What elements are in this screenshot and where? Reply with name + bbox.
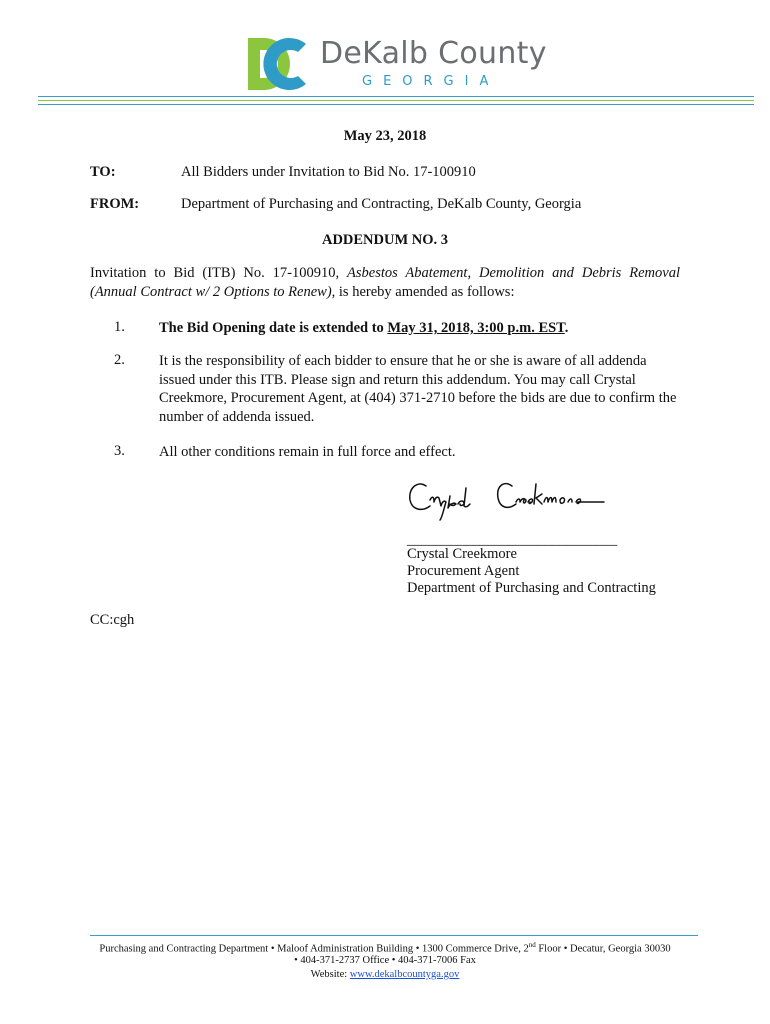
signature-line: _____________________________ — [407, 532, 618, 548]
from-label: FROM: — [90, 196, 140, 212]
item-number: 2. — [114, 352, 125, 368]
footer-address-start: Purchasing and Contracting Department • Maloof Administration Building • 1300 Commerce Drive, 2 — [99, 943, 529, 955]
addendum-title: ADDENDUM NO. 3 — [321, 232, 449, 248]
footer-address-end: Floor • Decatur, Georgia 30030 — [535, 943, 671, 955]
signer-name: Crystal Creekmore — [407, 546, 517, 562]
logo-county-name: DeKalb County — [320, 36, 547, 71]
intro-paragraph — [90, 264, 680, 302]
logo-state-name: GEORGIA — [362, 74, 500, 89]
footer-website-row — [0, 969, 770, 980]
item-1-lead: The Bid Opening date is extended to — [159, 320, 388, 336]
to-label: TO: — [90, 164, 116, 180]
list-item: All other conditions remain in full force and effect. — [159, 444, 456, 460]
floor-ordinal: nd — [528, 941, 536, 949]
header-divider — [38, 104, 754, 105]
intro-prefix: Invitation to Bid (ITB) No. 17-100910, — [90, 265, 348, 281]
list-item — [159, 319, 681, 338]
item-1-end: . — [564, 320, 569, 336]
handwritten-signature — [404, 474, 614, 524]
footer-address — [0, 941, 770, 955]
carbon-copy-note: CC:cgh — [90, 612, 135, 628]
intro-project-title: Asbestos Abatement, Demolition and Debris Removal (Annual Contract w/ 2 Options to Renew), — [90, 265, 680, 300]
footer-phone-fax: • 404-371-2737 Office • 404-371-7006 Fax — [294, 955, 476, 966]
to-recipients: All Bidders under Invitation to Bid No. 17-100910 — [181, 164, 476, 180]
header-divider — [38, 100, 754, 101]
dc-logo-mark-icon — [246, 36, 310, 92]
from-sender: Department of Purchasing and Contracting, DeKalb County, Georgia — [181, 196, 582, 212]
signer-title: Procurement Agent — [407, 563, 520, 579]
item-number: 3. — [114, 443, 125, 459]
list-item: It is the responsibility of each bidder to ensure that he or she is aware of all addenda issued under this ITB. Please sign and return this addendum. You may call Crystal Creekmore, Procurement Agent, at (404) 371-2710 before the bids are due to confirm the number of addenda issued. — [159, 353, 677, 425]
signer-department: Department of Purchasing and Contracting — [407, 580, 656, 596]
memo-date: May 23, 2018 — [343, 128, 427, 144]
item-number: 1. — [114, 319, 125, 335]
footer-divider — [90, 935, 698, 936]
dekalb-county-logo — [246, 36, 547, 92]
website-link[interactable]: www.dekalbcountyga.gov — [349, 969, 460, 980]
website-label: Website: — [310, 969, 350, 980]
bid-opening-date: May 31, 2018, 3:00 p.m. EST — [387, 320, 565, 336]
intro-suffix: is hereby amended as follows: — [335, 284, 515, 300]
header-divider — [38, 96, 754, 97]
